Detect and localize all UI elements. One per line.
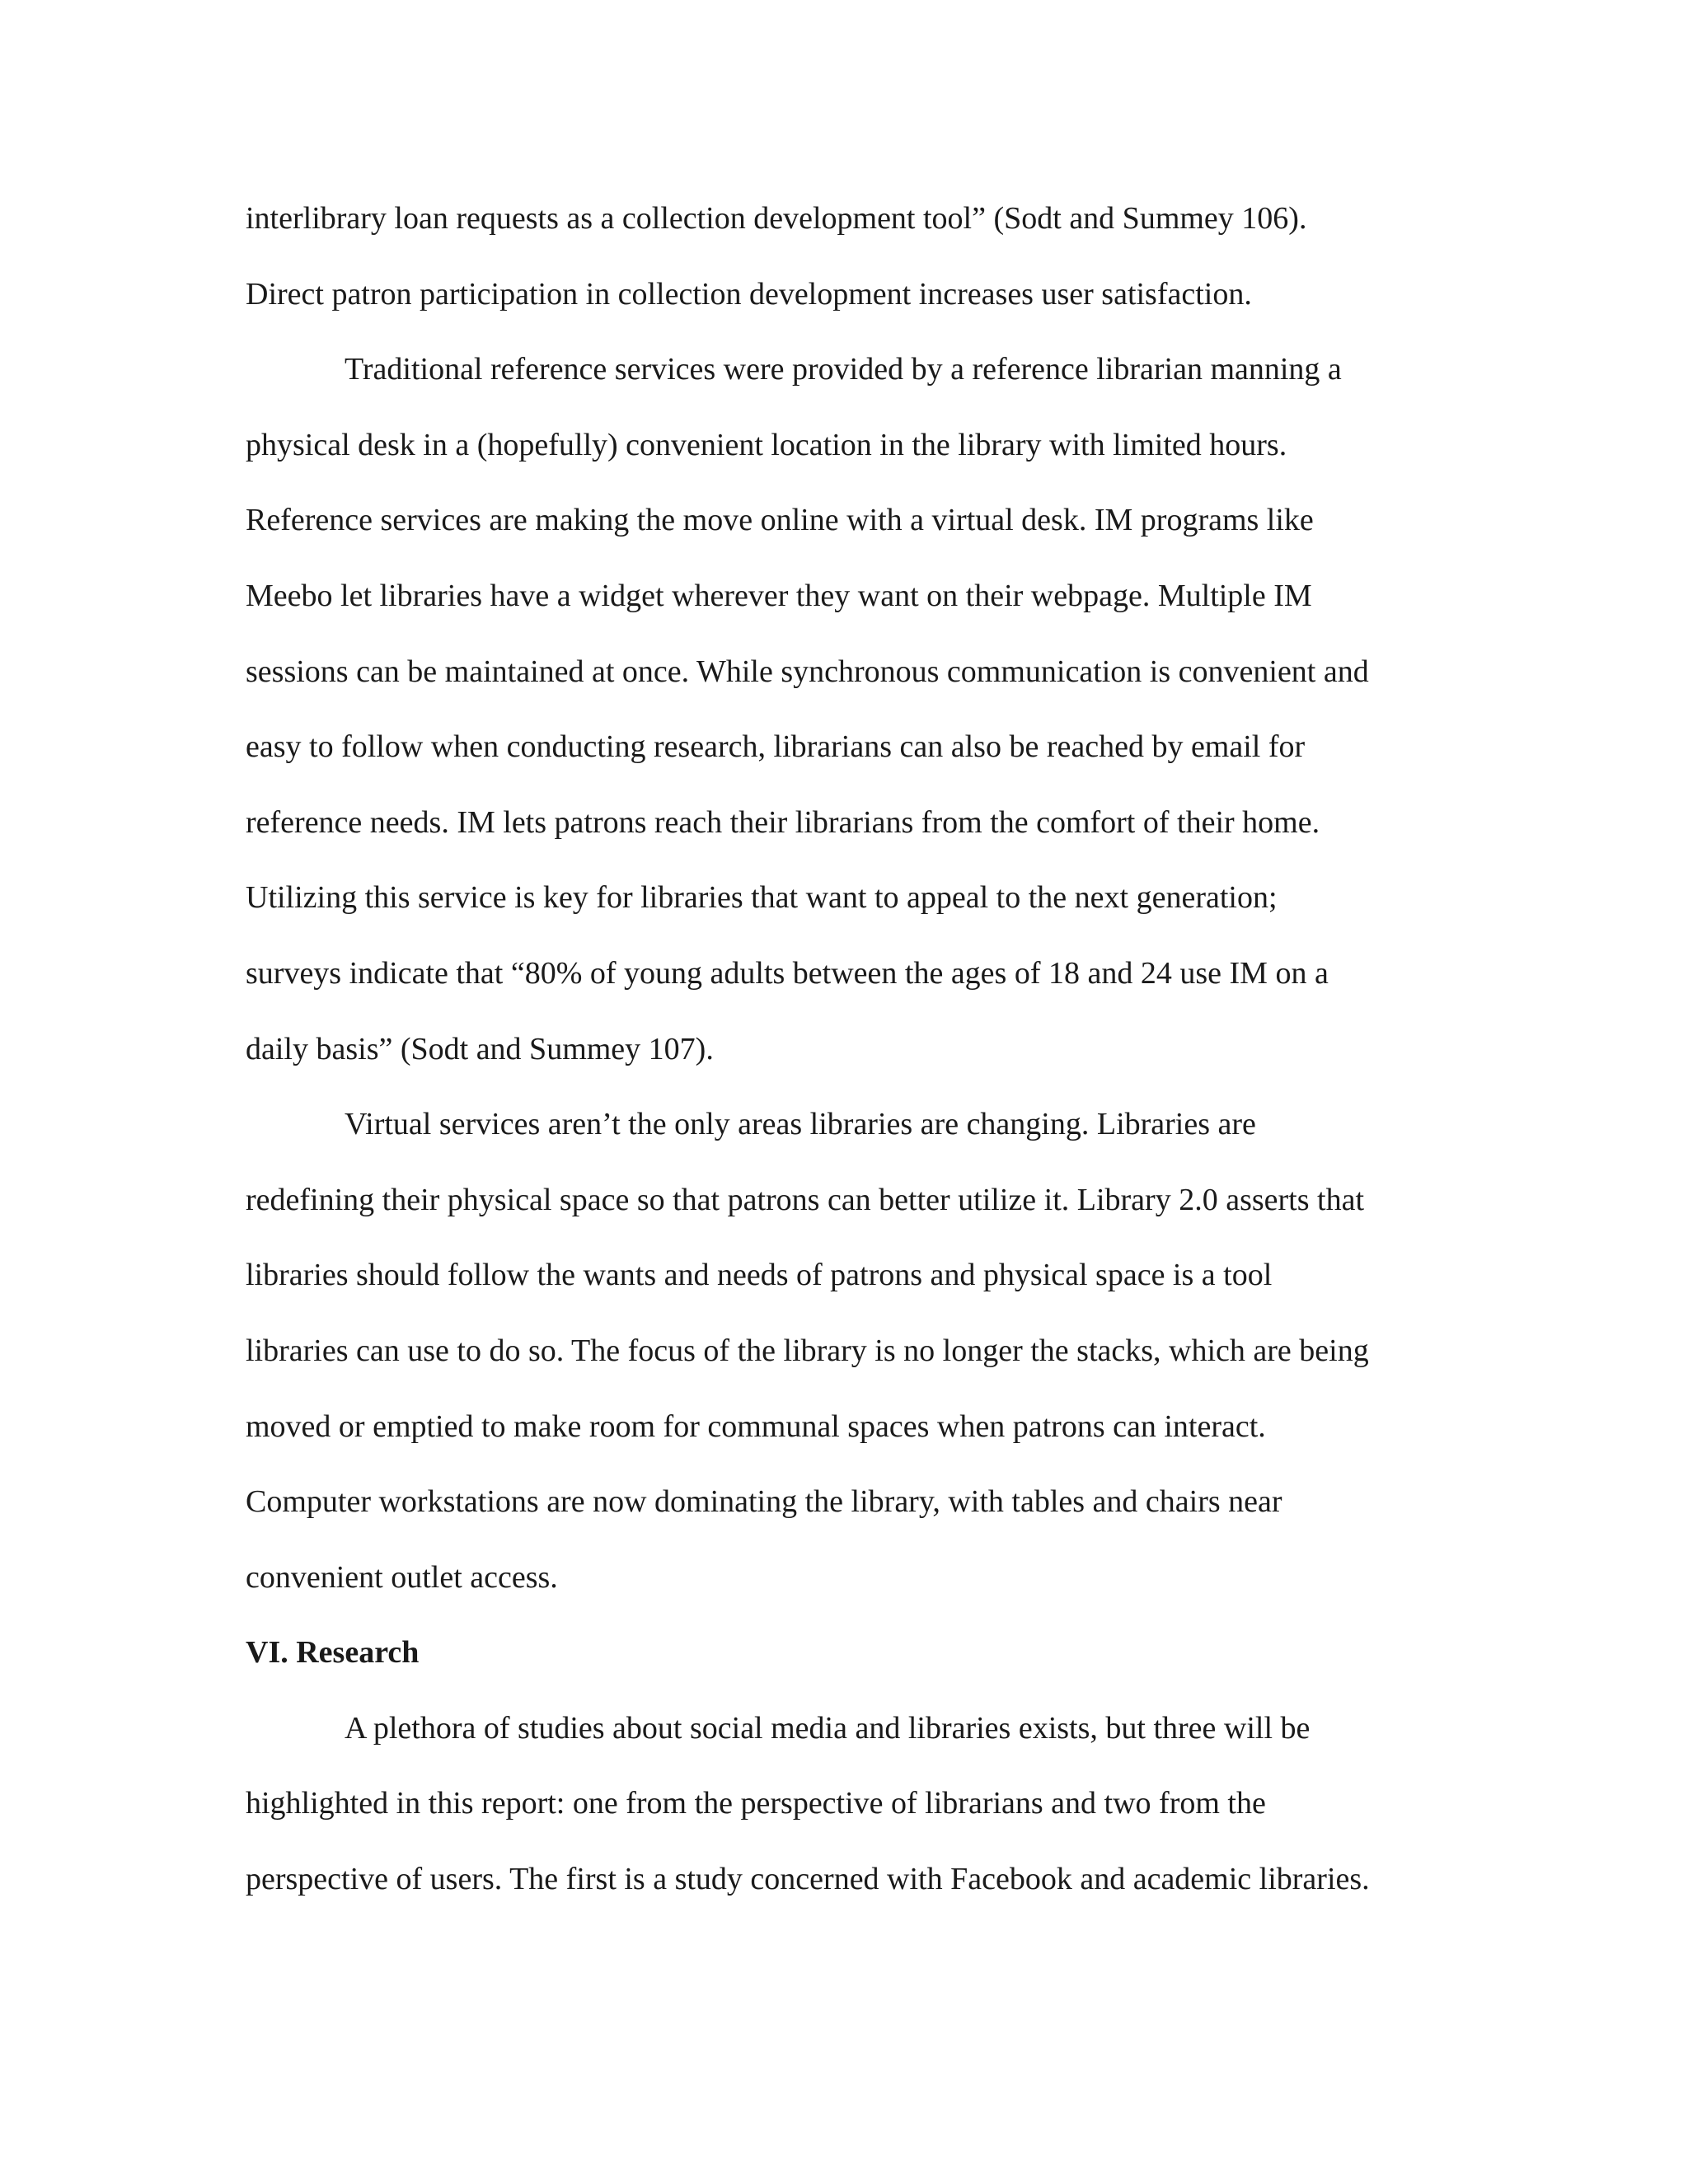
section-heading: VI. Research <box>246 1635 420 1671</box>
text-line: libraries can use to do so. The focus of the library is no longer the stacks, which are being <box>246 1333 1369 1368</box>
text-line: highlighted in this report: one from the perspective of librarians and two from the <box>246 1786 1266 1821</box>
paragraph-first-line: Virtual services aren’t the only areas libraries are changing. Libraries are <box>345 1107 1256 1142</box>
text-line: Reference services are making the move online with a virtual desk. IM programs like <box>246 503 1314 538</box>
text-line: moved or emptied to make room for communal spaces when patrons can interact. <box>246 1408 1266 1444</box>
text-line: Utilizing this service is key for libraries that want to appeal to the next generation; <box>246 880 1278 916</box>
text-line: sessions can be maintained at once. While synchronous communication is convenient and <box>246 654 1369 689</box>
text-line: redefining their physical space so that patrons can better utilize it. Library 2.0 asserts that <box>246 1182 1364 1217</box>
paragraph-first-line: Traditional reference services were provided by a reference librarian manning a <box>345 352 1342 387</box>
text-line: Meebo let libraries have a widget wherever they want on their webpage. Multiple IM <box>246 578 1312 613</box>
text-line: Computer workstations are now dominating the library, with tables and chairs near <box>246 1484 1282 1520</box>
text-line: Direct patron participation in collection development increases user satisfaction. <box>246 276 1252 312</box>
text-line: easy to follow when conducting research, librarians can also be reached by email for <box>246 729 1306 765</box>
text-line: convenient outlet access. <box>246 1559 558 1595</box>
text-line: daily basis” (Sodt and Summey 107). <box>246 1031 714 1066</box>
text-line: surveys indicate that “80% of young adults between the ages of 18 and 24 use IM on a <box>246 955 1329 991</box>
text-line: reference needs. IM lets patrons reach their librarians from the comfort of their home. <box>246 804 1320 840</box>
text-line: physical desk in a (hopefully) convenient location in the library with limited hours. <box>246 427 1287 462</box>
text-line: interlibrary loan requests as a collection development tool” (Sodt and Summey 106). <box>246 201 1307 236</box>
document-page <box>246 190 1432 1926</box>
text-line: libraries should follow the wants and needs of patrons and physical space is a tool <box>246 1258 1273 1293</box>
text-line: perspective of users. The first is a study concerned with Facebook and academic libraries. <box>246 1862 1370 1897</box>
paragraph-first-line: A plethora of studies about social media and libraries exists, but three will be <box>345 1710 1311 1746</box>
